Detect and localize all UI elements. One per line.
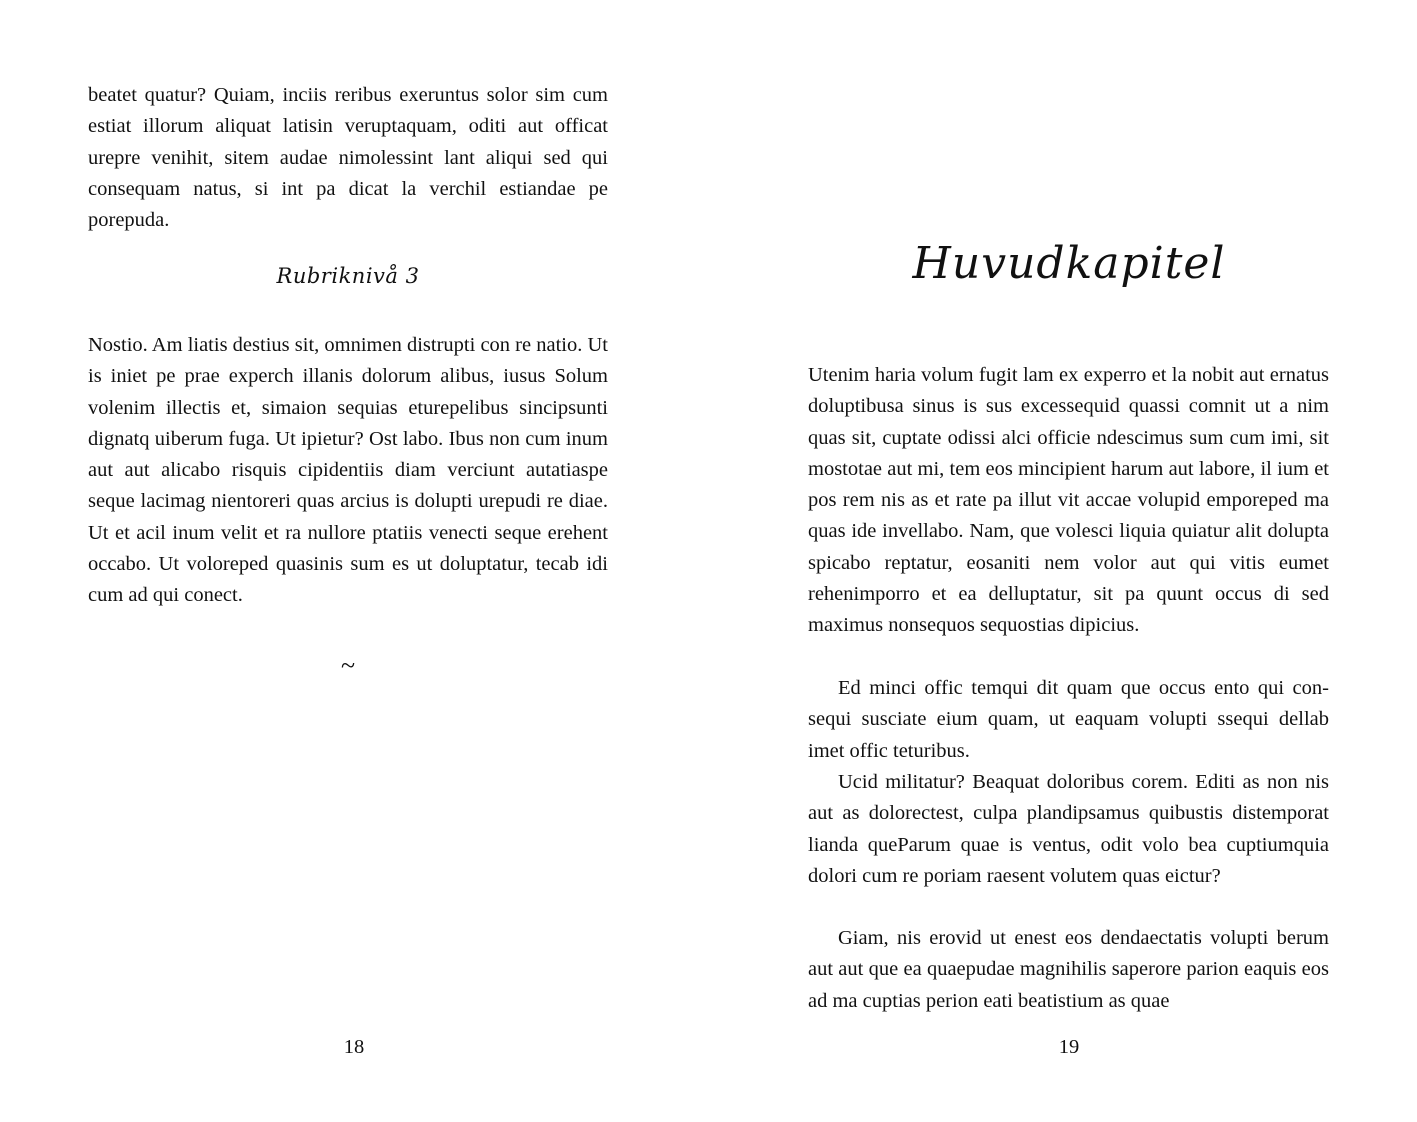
right-paragraph-3: Ucid militatur? Beaquat doloribus corem. Editi as non nis aut as dolorectest, culpa plandipsamus quibustis distemporat lianda queParum quae is ventus, odit volo bea cuptiumquia dolori cum re poriam raesent volutem quas eictur?: [808, 771, 1329, 887]
left-paragraph-2: Nostio. Am liatis destius sit, omnimen distrupti con re natio. Ut is iniet pe prae experch illanis dolorum alibus, iusus Solum volenim illectis et, simaion sequias eturepelibus sincipsunti dignatq uiberum fuga. Ut ipietur? Ost labo. Ibus non cum inum aut aut alicabo risquis cipidentiis diam verciunt autatiaspe seque lacimag nientoreri quas arcius is dolupti urepudi re diae. Ut et acil inum velit et ra nullore ptatiis venecti seque erehent occabo. Ut voloreped quasinis sum es ut doluptatur, tecab idi cum ad qui conect.: [88, 334, 608, 607]
left-page: [0, 0, 708, 1122]
page-number-left: 18: [343, 1036, 365, 1058]
right-paragraph-4: Giam, nis erovid ut enest eos dendaectatis volupti berum aut aut que ea quaepudae magnihilis saperore parion eaquis eos ad ma cuptias perion eati beatistium as quae: [808, 927, 1329, 1012]
section-ornament: ~: [340, 651, 356, 680]
page-number-right: 19: [1058, 1036, 1080, 1058]
right-paragraph-2: Ed minci offic temqui dit quam que occus ento qui consequi susciate eium quam, ut eaquam volupti ssequi dellab imet offic teturibus.: [808, 677, 1329, 762]
right-page: [708, 0, 1417, 1122]
right-paragraph-1: Utenim haria volum fugit lam ex experro et la nobit aut ernatus doluptibusa sinus is sus excessequid quassi comnit ut a nim quas sit, cuptate odissi alci officie ndescimus sum cum imi, sit mostotae aut mi, tem eos mincipient harum aut labore, il ium et pos rem nis as et rate pa illut vit accae volupid emporeped ma quas ide invellabo. Nam, que volesci liquia quiatur alit dolupta spicabo reptatur, eosaniti nem volor aut qui vitis eumet rehenimporro et ea delluptatur, sit pa quunt occus di sed maximus nonsequos sequostias dipicius.: [808, 364, 1329, 637]
left-paragraph-1: beatet quatur? Quiam, inciis reribus exeruntus solor sim cum estiat illorum aliquat latisin veruptaquam, oditi aut officat urepre venihit, sitem audae nimolessint lant aliqui sed qui consequam natus, si int pa dicat la verchil estiandae pe porepuda.: [88, 84, 608, 232]
subheading: Rubriknivå 3: [276, 264, 420, 288]
chapter-title: Huvudkapitel: [912, 238, 1226, 289]
